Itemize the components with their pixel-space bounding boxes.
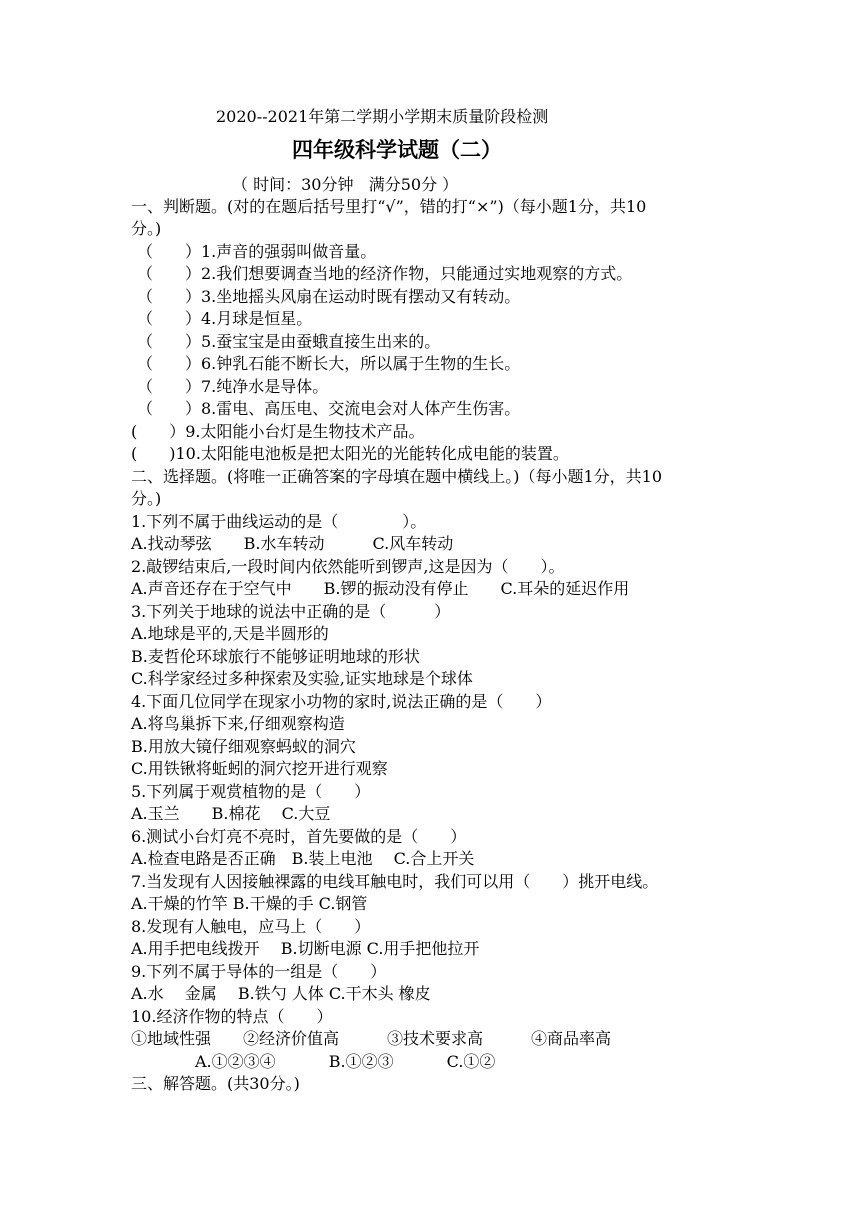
section-2-heading: 二、选择题。(将唯一正确答案的字母填在题中横线上。)（每小题1分，共10 — [131, 467, 663, 486]
question-6: 6.测试小台灯亮不亮时，首先要做的是（ ） — [131, 827, 467, 846]
question-5-options: A.玉兰 B.棉花 C.大豆 — [131, 804, 331, 823]
question-4: 4.下面几位同学在现家小功物的家时,说法正确的是（ ） — [131, 692, 552, 711]
question-2-options: A.声音还存在于空气中 B.锣的振动没有停止 C.耳朵的延迟作用 — [131, 579, 630, 598]
true-false-item-4: （ ）4.月球是恒星。 — [137, 309, 313, 328]
section-2-heading-cont: 分。) — [131, 489, 162, 508]
true-false-item-5: （ ）5.蚕宝宝是由蚕蛾直接生出来的。 — [137, 332, 441, 351]
page-title: 四年级科学试题（二） — [292, 137, 502, 162]
question-1-options: A.找动琴弦 B.水车转动 C.风车转动 — [131, 534, 454, 553]
question-8: 8.发现有人触电，应马上（ ） — [131, 917, 371, 936]
question-10-features: ①地域性强 ②经济价值高 ③技术要求高 ④商品率高 — [131, 1029, 612, 1048]
question-4-option-a: A.将鸟巢拆下来,仔细观察构造 — [131, 714, 345, 733]
question-6-options: A.检查电路是否正确 B.装上电池 C.合上开关 — [131, 849, 475, 868]
exam-period-line: 2020--2021年第二学期小学期末质量阶段检测 — [216, 107, 549, 126]
question-3-option-b: B.麦哲伦环球旅行不能够证明地球的形状 — [131, 647, 420, 666]
time-score-line: （ 时间：30分钟 满分50分 ） — [232, 175, 459, 194]
question-1: 1.下列不属于曲线运动的是（ ）。 — [131, 512, 427, 531]
section-1-heading-cont: 分。) — [131, 219, 162, 238]
question-5: 5.下列属于观赏植物的是（ ） — [131, 782, 371, 801]
question-7-options: A.干燥的竹竿 B.干燥的手 C.钢管 — [131, 894, 368, 913]
question-3: 3.下列关于地球的说法中正确的是（ ） — [131, 602, 451, 621]
question-9-options: A.水 金属 B.铁勺 人体 C.干木头 橡皮 — [131, 984, 431, 1003]
question-3-option-a: A.地球是平的,天是半圆形的 — [131, 624, 329, 643]
true-false-item-9: ( ）9.太阳能小台灯是生物技术产品。 — [131, 422, 425, 441]
question-10: 10.经济作物的特点（ ） — [131, 1007, 333, 1026]
question-8-options: A.用手把电线拨开 B.切断电源 C.用手把他拉开 — [131, 939, 480, 958]
true-false-item-8: （ ）8.雷电、高压电、交流电会对人体产生伤害。 — [137, 399, 521, 418]
question-3-option-c: C.科学家经过多种探索及实验,证实地球是个球体 — [131, 669, 473, 688]
true-false-item-1: （ ）1.声音的强弱叫做音量。 — [137, 242, 377, 261]
question-9: 9.下列不属于导体的一组是（ ） — [131, 962, 387, 981]
question-4-option-b: B.用放大镜仔细观察蚂蚁的洞穴 — [131, 737, 356, 756]
section-3-heading: 三、解答题。(共30分。) — [131, 1074, 300, 1093]
true-false-item-10: ( )10.太阳能电池板是把太阳光的光能转化成电能的装置。 — [131, 444, 569, 463]
question-4-option-c: C.用铁锹将蚯蚓的洞穴挖开进行观察 — [131, 759, 388, 778]
question-2: 2.敲锣结束后,一段时间内依然能听到锣声,这是因为（ ）。 — [131, 557, 565, 576]
true-false-item-7: （ ）7.纯净水是导体。 — [137, 377, 329, 396]
question-10-options: A.①②③④ B.①②③ C.①② — [131, 1052, 496, 1071]
true-false-item-2: （ ）2.我们想要调查当地的经济作物，只能通过实地观察的方式。 — [137, 264, 633, 283]
section-1-heading: 一、判断题。(对的在题后括号里打“√”，错的打“×”)（每小题1分，共10 — [131, 197, 647, 216]
true-false-item-3: （ ）3.坐地摇头风扇在运动时既有摆动又有转动。 — [137, 287, 521, 306]
true-false-item-6: （ ）6.钟乳石能不断长大，所以属于生物的生长。 — [137, 354, 521, 373]
question-7: 7.当发现有人因接触裸露的电线耳触电时，我们可以用（ ）挑开电线。 — [131, 872, 659, 891]
